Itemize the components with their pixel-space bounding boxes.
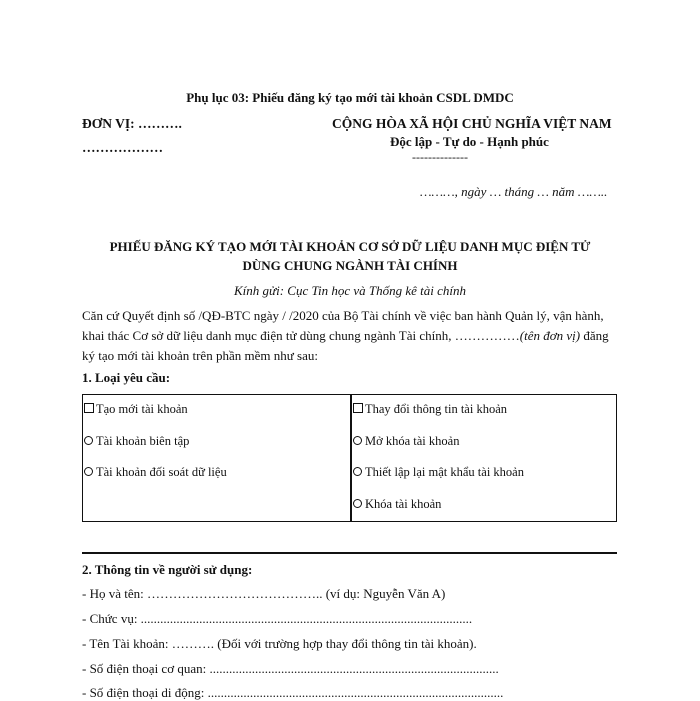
option-label: Thiết lập lại mật khẩu tài khoản bbox=[365, 465, 524, 479]
radio-circle-icon[interactable] bbox=[84, 436, 93, 445]
body-paragraph bbox=[82, 306, 618, 366]
option-unlock-account[interactable] bbox=[353, 434, 459, 449]
request-type-divider bbox=[350, 394, 352, 522]
option-label: Thay đổi thông tin tài khoản bbox=[365, 402, 507, 416]
option-reconcile-account[interactable] bbox=[84, 465, 227, 480]
recipient: Kính gửi: Cục Tin học và Thống kê tài chính bbox=[233, 283, 467, 298]
radio-circle-icon[interactable] bbox=[353, 467, 362, 476]
republic-title: CỘNG HÒA XÃ HỘI CHỦ NGHĨA VIỆT NAM bbox=[332, 116, 612, 131]
field-position: - Chức vụ: ...................................................................................................... bbox=[82, 611, 473, 626]
option-reset-password[interactable] bbox=[353, 465, 524, 480]
option-label: Tài khoản đối soát dữ liệu bbox=[96, 465, 227, 479]
field-account-name: - Tên Tài khoản: ………. (Đối với trường hợp thay đổi thông tin tài khoản). bbox=[82, 636, 477, 651]
form-title-line-1: PHIẾU ĐĂNG KÝ TẠO MỚI TÀI KHOẢN CƠ SỞ DỮ LIỆU DANH MỤC ĐIỆN TỬ bbox=[109, 239, 591, 254]
body-text-unit: (tên đơn vị) bbox=[519, 328, 581, 343]
option-label: Tạo mới tài khoản bbox=[96, 402, 188, 416]
field-mobile-phone: - Số điện thoại di động: ........................................................................................... bbox=[82, 685, 504, 700]
checkbox-square-icon[interactable] bbox=[353, 403, 363, 413]
option-lock-account[interactable] bbox=[353, 497, 441, 512]
body-text-1: Căn cứ Quyết định số /QĐ-BTC ngày / /2020 của Bộ Tài chính về việc ban hành Quản lý, vận hành, khai thác Cơ sở dữ liệu danh mục điện tử dùng chung ngành Tài chính, …………… bbox=[82, 308, 604, 343]
motto-rule: -------------- bbox=[412, 150, 468, 164]
motto: Độc lập - Tự do - Hạnh phúc bbox=[390, 134, 549, 149]
appendix-title: Phụ lục 03: Phiếu đăng ký tạo mới tài khoản CSDL DMDC bbox=[186, 90, 514, 105]
unit-label: ĐƠN VỊ: ………. bbox=[82, 116, 182, 131]
body-text-2: đăng ký tạo mới tài khoản trên phần mềm như sau: bbox=[82, 328, 609, 363]
option-label: Tài khoản biên tập bbox=[96, 434, 190, 448]
section-2-title: 2. Thông tin về người sử dụng: bbox=[82, 562, 253, 577]
section-1-title: 1. Loại yêu cầu: bbox=[82, 370, 171, 385]
checkbox-square-icon[interactable] bbox=[84, 403, 94, 413]
radio-circle-icon[interactable] bbox=[84, 467, 93, 476]
field-full-name: - Họ và tên: ………………………………….. (ví dụ: Nguyễn Văn A) bbox=[82, 586, 446, 601]
option-label: Khóa tài khoản bbox=[365, 497, 442, 511]
form-title-line-2: DÙNG CHUNG NGÀNH TÀI CHÍNH bbox=[242, 258, 458, 273]
radio-circle-icon[interactable] bbox=[353, 499, 362, 508]
option-editor-account[interactable] bbox=[84, 434, 189, 449]
field-office-phone: - Số điện thoại cơ quan: ......................................................................................... bbox=[82, 661, 499, 676]
date-line: ………, ngày … tháng … năm …….. bbox=[420, 184, 608, 199]
radio-circle-icon[interactable] bbox=[353, 436, 362, 445]
option-create-account[interactable] bbox=[84, 402, 188, 417]
section-divider bbox=[82, 552, 617, 554]
option-label: Mở khóa tài khoản bbox=[365, 434, 460, 448]
option-change-info[interactable] bbox=[353, 402, 507, 417]
unit-dots: ……………… bbox=[82, 140, 163, 155]
